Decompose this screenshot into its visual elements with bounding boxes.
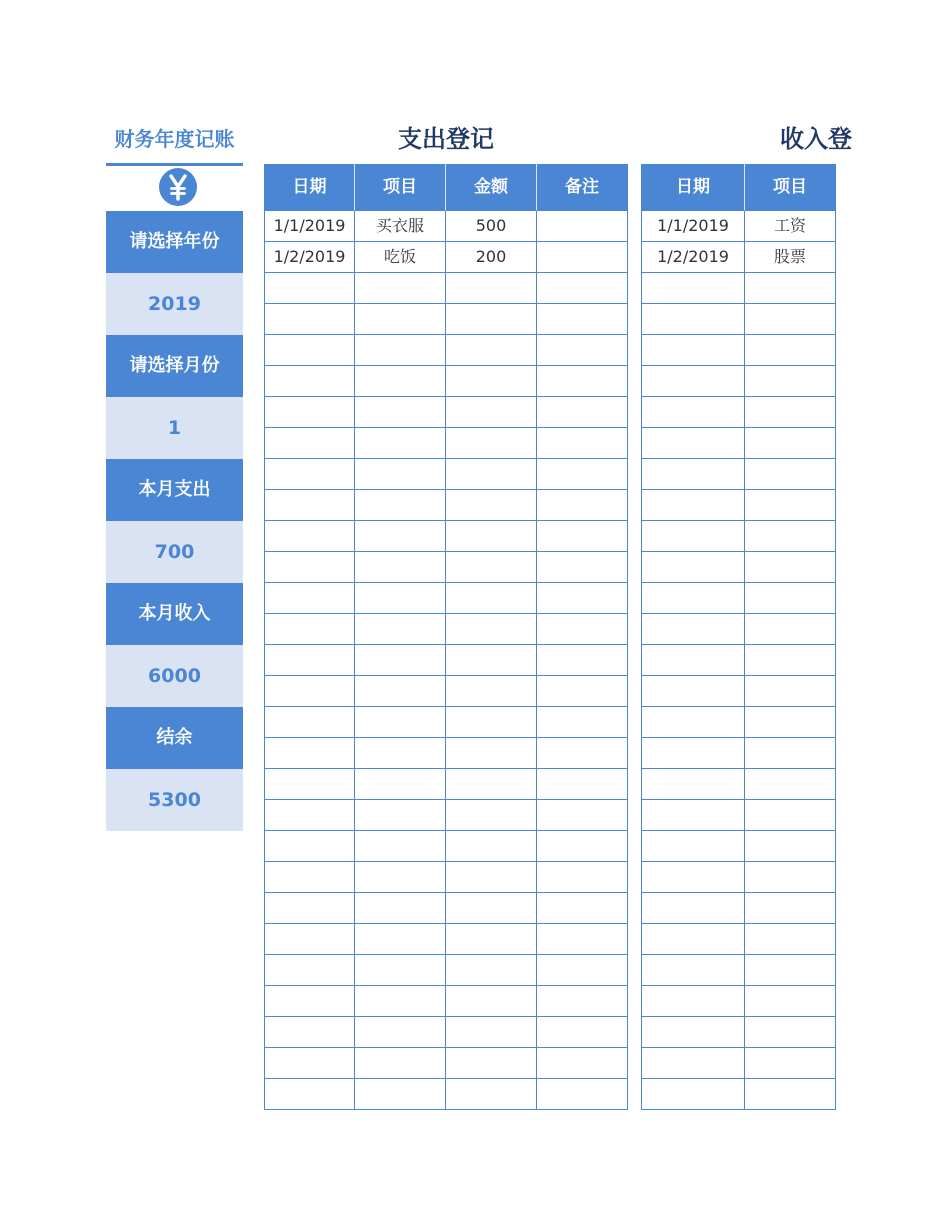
expense-note-cell[interactable]	[537, 583, 628, 614]
income-date-cell[interactable]	[641, 707, 745, 738]
expense-date-cell[interactable]	[264, 366, 355, 397]
expense-table-row	[264, 211, 628, 242]
expense-item-cell[interactable]	[355, 986, 446, 1017]
expense-amount-cell[interactable]	[446, 335, 537, 366]
expense-table-row	[264, 1017, 628, 1048]
income-table-row	[641, 707, 836, 738]
income-table-row	[641, 335, 836, 366]
income-table-row	[641, 893, 836, 924]
expense-amount-cell[interactable]	[446, 893, 537, 924]
income-table-row	[641, 397, 836, 428]
expense-item-cell[interactable]	[355, 924, 446, 955]
expense-title: 支出登记	[398, 125, 494, 153]
year-select[interactable]: 2019	[106, 273, 243, 335]
expense-amount-cell[interactable]	[446, 955, 537, 986]
expense-table-row	[264, 924, 628, 955]
income-item-cell[interactable]	[745, 1017, 836, 1048]
expense-table-row	[264, 986, 628, 1017]
expense-amount-cell[interactable]	[446, 769, 537, 800]
expense-note-cell[interactable]	[537, 707, 628, 738]
income-item-cell[interactable]	[745, 304, 836, 335]
expense-note-cell[interactable]	[537, 769, 628, 800]
expense-date-cell[interactable]	[264, 831, 355, 862]
income-title: 收入登	[780, 125, 852, 153]
expense-table-row	[264, 242, 628, 273]
income-item-cell[interactable]	[745, 521, 836, 552]
balance-value: 5300	[106, 769, 243, 831]
expense-header-row	[264, 164, 628, 211]
expense-amount-cell[interactable]	[446, 1079, 537, 1110]
expense-amount-cell[interactable]	[446, 366, 537, 397]
income-table-row	[641, 242, 836, 273]
expense-amount-cell[interactable]	[446, 459, 537, 490]
expense-amount-cell[interactable]	[446, 986, 537, 1017]
expense-note-cell[interactable]	[537, 397, 628, 428]
expense-item-cell[interactable]	[355, 707, 446, 738]
income-date-cell[interactable]	[641, 645, 745, 676]
expense-item-cell[interactable]	[355, 583, 446, 614]
expense-item-cell[interactable]	[355, 862, 446, 893]
expense-table-row	[264, 428, 628, 459]
expense-date-cell[interactable]	[264, 552, 355, 583]
income-table-row	[641, 676, 836, 707]
income-date-cell[interactable]	[641, 273, 745, 304]
expense-item-cell[interactable]	[355, 831, 446, 862]
sidebar-title-underline	[106, 163, 243, 166]
income-date-cell[interactable]	[641, 800, 745, 831]
expense-note-cell[interactable]	[537, 459, 628, 490]
income-item-cell[interactable]	[745, 1079, 836, 1110]
income-item-cell[interactable]	[745, 397, 836, 428]
income-table-row	[641, 862, 836, 893]
expense-item-cell[interactable]	[355, 676, 446, 707]
income-item-cell[interactable]	[745, 831, 836, 862]
expense-date-cell[interactable]	[264, 800, 355, 831]
expense-table-row	[264, 1079, 628, 1110]
income-date-cell[interactable]	[641, 676, 745, 707]
income-table-row	[641, 769, 836, 800]
expense-note-cell[interactable]	[537, 955, 628, 986]
expense-table-row	[264, 366, 628, 397]
income-table-row	[641, 304, 836, 335]
income-table-row	[641, 583, 836, 614]
income-table-row	[641, 1017, 836, 1048]
expense-note-cell[interactable]	[537, 1079, 628, 1110]
income-item-cell[interactable]	[745, 986, 836, 1017]
income-table-row	[641, 1048, 836, 1079]
income-table-row	[641, 459, 836, 490]
income-date-cell[interactable]	[641, 552, 745, 583]
expense-table-row	[264, 893, 628, 924]
expense-amount-cell[interactable]	[446, 676, 537, 707]
monthly-income-label: 本月收入	[106, 583, 243, 645]
expense-table-row	[264, 397, 628, 428]
income-item-header: 项目	[745, 164, 836, 211]
income-item-cell[interactable]	[745, 862, 836, 893]
expense-amount-cell[interactable]	[446, 273, 537, 304]
month-select[interactable]: 1	[106, 397, 243, 459]
income-table-row	[641, 273, 836, 304]
expense-table-row	[264, 800, 628, 831]
income-item-cell[interactable]	[745, 676, 836, 707]
expense-date-cell[interactable]	[264, 769, 355, 800]
income-item-cell[interactable]	[745, 738, 836, 769]
expense-note-cell[interactable]	[537, 645, 628, 676]
expense-amount-cell[interactable]	[446, 924, 537, 955]
expense-date-cell[interactable]	[264, 738, 355, 769]
expense-table-row	[264, 304, 628, 335]
income-item-cell[interactable]	[745, 1048, 836, 1079]
expense-note-cell[interactable]	[537, 552, 628, 583]
expense-amount-cell[interactable]	[446, 397, 537, 428]
expense-date-cell[interactable]	[264, 614, 355, 645]
income-table-row	[641, 986, 836, 1017]
income-item-cell[interactable]	[745, 769, 836, 800]
monthly-income-value: 6000	[106, 645, 243, 707]
monthly-expense-label: 本月支出	[106, 459, 243, 521]
income-date-cell[interactable]	[641, 428, 745, 459]
expense-table-row	[264, 1048, 628, 1079]
income-table-row	[641, 490, 836, 521]
expense-note-cell[interactable]	[537, 211, 628, 242]
expense-note-cell[interactable]	[537, 304, 628, 335]
expense-table-row	[264, 490, 628, 521]
income-date-cell[interactable]	[641, 738, 745, 769]
expense-date-cell[interactable]	[264, 924, 355, 955]
expense-date-cell[interactable]	[264, 459, 355, 490]
expense-note-cell[interactable]	[537, 986, 628, 1017]
expense-amount-cell[interactable]	[446, 304, 537, 335]
expense-amount-cell[interactable]	[446, 428, 537, 459]
income-item-cell[interactable]	[745, 552, 836, 583]
sidebar-title: 财务年度记账	[114, 127, 235, 151]
income-item-cell[interactable]	[745, 924, 836, 955]
yen-icon	[159, 168, 197, 206]
expense-table-row	[264, 955, 628, 986]
expense-item-cell[interactable]	[355, 614, 446, 645]
income-item-cell[interactable]: 股票	[745, 242, 836, 273]
income-item-cell[interactable]	[745, 490, 836, 521]
expense-date-cell[interactable]	[264, 304, 355, 335]
expense-amount-cell[interactable]	[446, 800, 537, 831]
income-date-cell[interactable]	[641, 831, 745, 862]
expense-amount-cell[interactable]	[446, 490, 537, 521]
expense-date-cell[interactable]	[264, 676, 355, 707]
expense-note-cell[interactable]	[537, 862, 628, 893]
expense-table-row	[264, 862, 628, 893]
expense-date-cell[interactable]	[264, 397, 355, 428]
expense-date-cell[interactable]	[264, 893, 355, 924]
expense-amount-cell[interactable]	[446, 645, 537, 676]
income-date-cell[interactable]	[641, 366, 745, 397]
expense-table-row	[264, 707, 628, 738]
expense-item-header: 项目	[355, 164, 446, 211]
expense-date-cell[interactable]	[264, 1079, 355, 1110]
expense-note-cell[interactable]	[537, 831, 628, 862]
income-header-row	[641, 164, 836, 211]
expense-amount-cell[interactable]	[446, 738, 537, 769]
income-date-cell[interactable]	[641, 1048, 745, 1079]
income-item-cell[interactable]	[745, 955, 836, 986]
income-item-cell[interactable]	[745, 428, 836, 459]
expense-table-row	[264, 521, 628, 552]
income-date-cell[interactable]	[641, 1079, 745, 1110]
income-date-cell[interactable]	[641, 614, 745, 645]
expense-table-row	[264, 614, 628, 645]
expense-item-cell[interactable]	[355, 459, 446, 490]
expense-date-cell[interactable]	[264, 862, 355, 893]
income-table-row	[641, 521, 836, 552]
income-date-cell[interactable]	[641, 304, 745, 335]
expense-item-cell[interactable]: 吃饭	[355, 242, 446, 273]
income-date-cell[interactable]	[641, 521, 745, 552]
expense-note-cell[interactable]	[537, 800, 628, 831]
expense-date-cell[interactable]	[264, 1048, 355, 1079]
income-table-row	[641, 831, 836, 862]
expense-table-row	[264, 769, 628, 800]
select-year-label: 请选择年份	[106, 211, 243, 273]
expense-table-row	[264, 273, 628, 304]
expense-item-cell[interactable]	[355, 769, 446, 800]
expense-amount-cell[interactable]	[446, 552, 537, 583]
expense-date-cell[interactable]: 1/2/2019	[264, 242, 355, 273]
income-item-cell[interactable]	[745, 614, 836, 645]
income-item-cell[interactable]	[745, 893, 836, 924]
income-table-row	[641, 1079, 836, 1110]
expense-amount-cell[interactable]	[446, 1048, 537, 1079]
income-date-cell[interactable]	[641, 397, 745, 428]
income-date-cell[interactable]	[641, 986, 745, 1017]
income-date-cell[interactable]	[641, 583, 745, 614]
expense-note-cell[interactable]	[537, 366, 628, 397]
expense-note-cell[interactable]	[537, 242, 628, 273]
income-date-cell[interactable]	[641, 490, 745, 521]
expense-date-cell[interactable]	[264, 1017, 355, 1048]
expense-date-cell[interactable]: 1/1/2019	[264, 211, 355, 242]
expense-item-cell[interactable]	[355, 490, 446, 521]
income-item-cell[interactable]	[745, 583, 836, 614]
expense-item-cell[interactable]	[355, 645, 446, 676]
expense-item-cell[interactable]	[355, 335, 446, 366]
income-date-cell[interactable]	[641, 893, 745, 924]
expense-date-cell[interactable]	[264, 645, 355, 676]
expense-note-cell[interactable]	[537, 924, 628, 955]
income-table-row	[641, 800, 836, 831]
income-table-row	[641, 645, 836, 676]
income-table-row	[641, 552, 836, 583]
expense-note-cell[interactable]	[537, 490, 628, 521]
income-item-cell[interactable]	[745, 800, 836, 831]
income-date-cell[interactable]	[641, 459, 745, 490]
income-item-cell[interactable]: 工资	[745, 211, 836, 242]
expense-date-header: 日期	[264, 164, 355, 211]
expense-table-row	[264, 459, 628, 490]
expense-item-cell[interactable]	[355, 1079, 446, 1110]
income-table-row	[641, 614, 836, 645]
expense-amount-header: 金额	[446, 164, 537, 211]
expense-amount-cell[interactable]	[446, 707, 537, 738]
expense-note-header: 备注	[537, 164, 628, 211]
income-item-cell[interactable]	[745, 335, 836, 366]
expense-item-cell[interactable]	[355, 893, 446, 924]
income-date-cell[interactable]	[641, 924, 745, 955]
expense-table-row	[264, 676, 628, 707]
expense-date-cell[interactable]	[264, 273, 355, 304]
income-item-cell[interactable]	[745, 645, 836, 676]
expense-note-cell[interactable]	[537, 893, 628, 924]
expense-item-cell[interactable]: 买衣服	[355, 211, 446, 242]
expense-item-cell[interactable]	[355, 955, 446, 986]
balance-label: 结余	[106, 707, 243, 769]
income-date-cell[interactable]	[641, 955, 745, 986]
income-title-clip	[641, 122, 852, 156]
expense-date-cell[interactable]	[264, 490, 355, 521]
income-date-cell[interactable]: 1/1/2019	[641, 211, 745, 242]
income-date-cell[interactable]	[641, 862, 745, 893]
expense-date-cell[interactable]	[264, 335, 355, 366]
expense-date-cell[interactable]	[264, 707, 355, 738]
expense-table-row	[264, 831, 628, 862]
expense-item-cell[interactable]	[355, 521, 446, 552]
expense-note-cell[interactable]	[537, 1048, 628, 1079]
expense-item-cell[interactable]	[355, 1017, 446, 1048]
expense-table-row	[264, 645, 628, 676]
expense-note-cell[interactable]	[537, 521, 628, 552]
income-item-cell[interactable]	[745, 707, 836, 738]
expense-note-cell[interactable]	[537, 738, 628, 769]
expense-date-cell[interactable]	[264, 986, 355, 1017]
income-table-row	[641, 955, 836, 986]
expense-item-cell[interactable]	[355, 428, 446, 459]
expense-amount-cell[interactable]	[446, 583, 537, 614]
expense-item-cell[interactable]	[355, 738, 446, 769]
income-table-row	[641, 211, 836, 242]
income-table-row	[641, 366, 836, 397]
expense-amount-cell[interactable]: 200	[446, 242, 537, 273]
expense-note-cell[interactable]	[537, 614, 628, 645]
income-item-cell[interactable]	[745, 366, 836, 397]
expense-amount-cell[interactable]	[446, 1017, 537, 1048]
expense-date-cell[interactable]	[264, 955, 355, 986]
income-table-row	[641, 924, 836, 955]
expense-item-cell[interactable]	[355, 800, 446, 831]
expense-table	[264, 164, 628, 1110]
expense-table-row	[264, 335, 628, 366]
expense-table-row	[264, 738, 628, 769]
expense-table-row	[264, 552, 628, 583]
expense-item-cell[interactable]	[355, 304, 446, 335]
expense-item-cell[interactable]	[355, 397, 446, 428]
monthly-expense-value: 700	[106, 521, 243, 583]
expense-note-cell[interactable]	[537, 1017, 628, 1048]
expense-date-cell[interactable]	[264, 428, 355, 459]
expense-date-cell[interactable]	[264, 521, 355, 552]
expense-item-cell[interactable]	[355, 366, 446, 397]
expense-item-cell[interactable]	[355, 1048, 446, 1079]
income-table-row	[641, 738, 836, 769]
income-date-cell[interactable]	[641, 769, 745, 800]
expense-amount-cell[interactable]	[446, 614, 537, 645]
income-table-row	[641, 428, 836, 459]
expense-item-cell[interactable]	[355, 273, 446, 304]
income-date-cell[interactable]	[641, 335, 745, 366]
expense-amount-cell[interactable]	[446, 862, 537, 893]
expense-amount-cell[interactable]	[446, 521, 537, 552]
income-date-cell[interactable]	[641, 1017, 745, 1048]
income-item-cell[interactable]	[745, 459, 836, 490]
expense-date-cell[interactable]	[264, 583, 355, 614]
income-table	[641, 164, 836, 1110]
expense-amount-cell[interactable]	[446, 831, 537, 862]
income-date-header: 日期	[641, 164, 745, 211]
income-item-cell[interactable]	[745, 273, 836, 304]
select-month-label: 请选择月份	[106, 335, 243, 397]
expense-item-cell[interactable]	[355, 552, 446, 583]
expense-note-cell[interactable]	[537, 335, 628, 366]
expense-table-row	[264, 583, 628, 614]
expense-note-cell[interactable]	[537, 676, 628, 707]
income-date-cell[interactable]: 1/2/2019	[641, 242, 745, 273]
expense-note-cell[interactable]	[537, 273, 628, 304]
expense-note-cell[interactable]	[537, 428, 628, 459]
expense-amount-cell[interactable]: 500	[446, 211, 537, 242]
